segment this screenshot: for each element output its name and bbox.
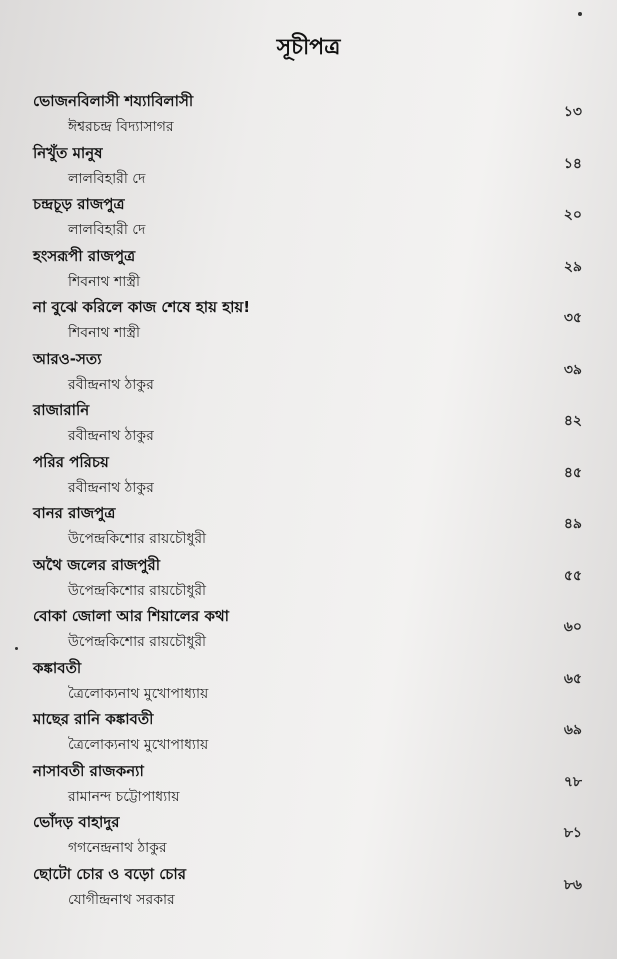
entry-author: শিবনাথ শাস্ত্রী (68, 273, 140, 290)
entry-author: রবীন্দ্রনাথ ঠাকুর (68, 428, 154, 444)
entry-author: উপেন্দ্রকিশোর রায়চৌধুরী (68, 634, 207, 650)
entry-page-number: ৩৯ (563, 361, 582, 378)
entry-author: লালবিহারী দে (68, 170, 146, 187)
entry-title: রাজারানি (33, 401, 90, 419)
entry-author: ঈশ্বরচন্দ্র বিদ্যাসাগর (68, 119, 174, 135)
entry-page-number: ৪২ (563, 413, 582, 429)
entry-page-number: ৬০ (563, 619, 582, 635)
toc-entry (0, 605, 617, 659)
toc-entry (0, 142, 617, 196)
entry-author: লালবিহারী দে (68, 222, 146, 238)
entry-page-number: ৬৫ (563, 670, 582, 687)
toc-entry (0, 90, 617, 144)
entry-page-number: ১৪ (563, 155, 582, 172)
entry-author: গগনেন্দ্রনাথ ঠাকুর (68, 840, 167, 856)
entry-page-number: ২৯ (563, 258, 582, 275)
entry-page-number: ২০ (563, 207, 582, 223)
entry-title: ছোটো চোর ও বড়ো চোর (33, 864, 187, 883)
entry-page-number: ৫৫ (563, 567, 582, 584)
entry-title: কঙ্কাবতী (33, 658, 82, 677)
entry-author: রবীন্দ্রনাথ ঠাকুর (68, 479, 154, 496)
entry-title: না বুঝে করিলে কাজ শেষে হায় হায়! (33, 298, 251, 316)
entry-author: শিবনাথ শাস্ত্রী (68, 325, 140, 341)
entry-title: হংসরূপী রাজপুত্র (33, 246, 136, 265)
toc-entry (0, 708, 617, 762)
ink-dot (15, 647, 18, 650)
page-title: সূচীপত্র (276, 35, 341, 60)
entry-title: অথৈ জলের রাজপুরী (33, 555, 161, 574)
entry-author: উপেন্দ্রকিশোর রায়চৌধুরী (68, 582, 207, 599)
entry-title: নাসাবতী রাজকন্যা (33, 761, 144, 780)
toc-entry (0, 554, 617, 608)
entry-author: ত্রৈলোক্যনাথ মুখোপাধ্যায় (68, 685, 209, 702)
entry-title: নিখুঁত মানুষ (33, 143, 103, 162)
entry-title: আরও-সত্য (33, 349, 102, 368)
toc-entry (0, 863, 617, 917)
toc-entry (0, 245, 617, 299)
entry-author: ত্রৈলোক্যনাথ মুখোপাধ্যায় (68, 737, 209, 753)
entry-page-number: ১৩ (563, 104, 582, 120)
entry-title: ভোঁদড় বাহাদুর (33, 813, 120, 831)
entry-title: বানর রাজপুত্র (33, 504, 116, 522)
entry-page-number: ৮১ (563, 825, 582, 841)
entry-title: মাছের রানি কঙ্কাবতী (33, 710, 154, 728)
toc-entry (0, 811, 617, 865)
toc-entry (0, 657, 617, 711)
toc-entry (0, 760, 617, 814)
ink-dot (578, 12, 582, 16)
entry-author: যোগীন্দ্রনাথ সরকার (68, 891, 175, 908)
entry-title: চন্দ্রচূড় রাজপুত্র (33, 195, 125, 213)
toc-entry (0, 348, 617, 402)
toc-entry (0, 193, 617, 247)
entry-page-number: ৪৯ (563, 516, 582, 532)
entry-author: রবীন্দ্রনাথ ঠাকুর (68, 376, 154, 393)
entry-title: পরির পরিচয় (33, 452, 109, 471)
entry-page-number: ৪৫ (563, 464, 582, 481)
entry-page-number: ৭৮ (563, 773, 582, 790)
toc-entry (0, 399, 617, 453)
entry-author: উপেন্দ্রকিশোর রায়চৌধুরী (68, 531, 207, 547)
entry-title: বোকা জোলা আর শিয়ালের কথা (33, 607, 230, 625)
entry-page-number: ৬৯ (563, 722, 582, 738)
entry-title: ভোজনবিলাসী শয্যাবিলাসী (33, 92, 194, 110)
toc-entry (0, 502, 617, 556)
entry-page-number: ৮৬ (563, 876, 582, 893)
entry-author: রামানন্দ চট্টোপাধ্যায় (68, 788, 180, 805)
entry-page-number: ৩৫ (563, 310, 582, 326)
toc-entry (0, 296, 617, 350)
toc-entry (0, 451, 617, 505)
